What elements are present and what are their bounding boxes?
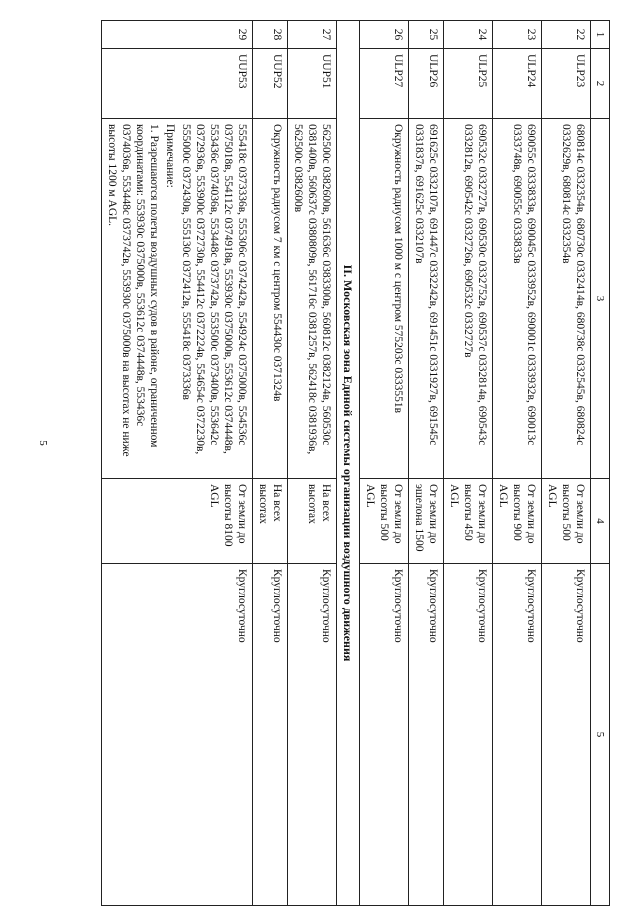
- table-row: [444, 21, 493, 906]
- zone-coordinates: Окружность радиусом 1000 м с центром 575203с 0333551в: [360, 119, 409, 479]
- table-row: [360, 21, 409, 906]
- note-label: Примечание:: [164, 124, 176, 188]
- row-number: 29: [102, 21, 253, 49]
- zone-code: ULP24: [493, 49, 542, 119]
- zone-coordinates: 690055с 0333833в, 690045с 0333952в, 690001с 0333932в, 690013с 0333748в, 690055с 0333833в: [493, 119, 542, 479]
- header-col-4: 4: [591, 479, 610, 564]
- row-number: 25: [409, 21, 444, 49]
- zone-coordinates-cell: [102, 119, 253, 479]
- zone-time: Круглосуточно: [360, 564, 409, 906]
- header-col-1: 1: [591, 21, 610, 49]
- zone-code: ULP27: [360, 49, 409, 119]
- row-number: 26: [360, 21, 409, 49]
- restricted-areas-table: [101, 20, 610, 906]
- zone-height: На всех высотах: [288, 479, 337, 564]
- note-text: 1. Разрешаются полеты воздушных судов в районе, ограниченном координатами: 553930с 0375000в, 553612с 0374448в, 553436с 0374036в, 553448с 0373742в, 553930с 0375000в на высотах не ниже высоты 1200 м AGL.: [106, 124, 160, 457]
- zone-time: Круглосуточно: [542, 564, 591, 906]
- zone-code: UUP52: [253, 49, 288, 119]
- row-number: 24: [444, 21, 493, 49]
- header-row: [591, 21, 610, 906]
- zone-height: От земли до высоты 8100 AGL: [102, 479, 253, 564]
- zone-height: От земли до эшелона 1500: [409, 479, 444, 564]
- row-number: 23: [493, 21, 542, 49]
- zone-coordinates: 562500с 0382600в, 561636с 0383300в, 560812с 0382124в, 560530с 0381400в, 560637с 0380809в, 561716с 0381257в, 562418с 0381936в, 562500с 0382600в: [288, 119, 337, 479]
- zone-height: От земли до высоты 500 AGL: [360, 479, 409, 564]
- zone-code: UUP51: [288, 49, 337, 119]
- zone-code: ULP26: [409, 49, 444, 119]
- zone-time: Круглосуточно: [288, 564, 337, 906]
- table-row: [542, 21, 591, 906]
- zone-code: ULP25: [444, 49, 493, 119]
- table-row: [288, 21, 337, 906]
- zone-time: Круглосуточно: [493, 564, 542, 906]
- row-number: 28: [253, 21, 288, 49]
- zone-coordinates: 555418с 0373336в, 555306с 0374242в, 554924с 0375000в, 554536с 0375018в, 554112с 0374918в, 553930с 0375000в, 553612с 0374448в, 553436с 0374036в, 553448с 0373742в, 553500с 0373400в, 553642с 0372936в, 553900с 0372730в, 554412с 0372224в, 554654с 0372230в, 555000с 0372430в, 555130с 0372412в, 555418с 0373336в: [180, 124, 248, 455]
- section-title: II. Московская зона Единой системы организации воздушного движения: [337, 21, 360, 906]
- zone-time: Круглосуточно: [253, 564, 288, 906]
- section-row: [337, 21, 360, 906]
- rotated-page: [50, 20, 610, 905]
- zone-code: UUP53: [102, 49, 253, 119]
- header-col-2: 2: [591, 49, 610, 119]
- zone-coordinates: Окружность радиусом 7 км с центром 554430с 0371324в: [253, 119, 288, 479]
- zone-time: Круглосуточно: [409, 564, 444, 906]
- page-number: 5: [36, 440, 49, 446]
- zone-height: От земли до высоты 500 AGL: [542, 479, 591, 564]
- table-row: [493, 21, 542, 906]
- zone-height: На всех высотах: [253, 479, 288, 564]
- zone-height: От земли до высоты 900 AGL: [493, 479, 542, 564]
- header-col-3: 3: [591, 119, 610, 479]
- zone-time: Круглосуточно: [102, 564, 253, 906]
- row-number: 27: [288, 21, 337, 49]
- table-row: [102, 21, 253, 906]
- zone-coordinates: 690532с 0332727в, 690530с 0332752в, 690537с 0332814в, 690543с 0332812в, 690542с 0332726в, 690532с 0332727в: [444, 119, 493, 479]
- zone-coordinates: 680814с 0332354в, 680730с 0332414в, 680738с 0332545в, 680824с 0332629в, 680814с 0332354в: [542, 119, 591, 479]
- zone-height: От земли до высоты 450 AGL: [444, 479, 493, 564]
- table-row: [409, 21, 444, 906]
- header-col-5: 5: [591, 564, 610, 906]
- row-number: 22: [542, 21, 591, 49]
- zone-coordinates: 691625с 0332107в, 691447с 0332242в, 691451с 0331927в, 691545с 0331837в, 691625с 0332107в: [409, 119, 444, 479]
- zone-time: Круглосуточно: [444, 564, 493, 906]
- table-row: [253, 21, 288, 906]
- zone-code: ULP23: [542, 49, 591, 119]
